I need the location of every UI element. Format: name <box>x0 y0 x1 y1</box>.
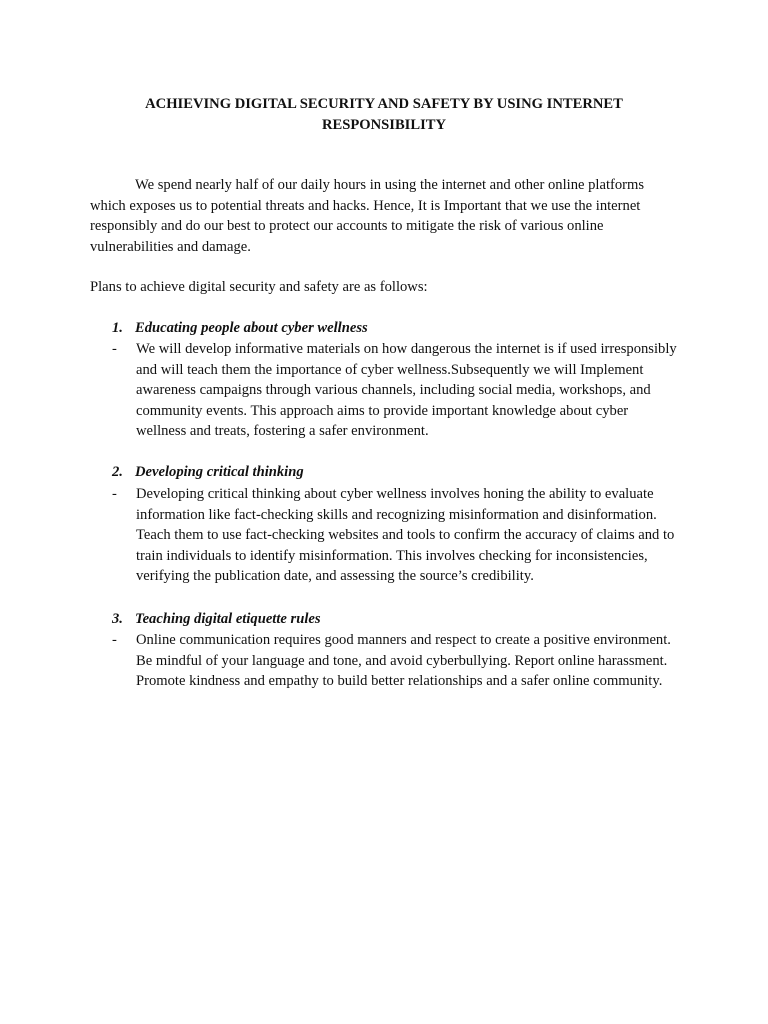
bullet-body: We will develop informative materials on how dangerous the internet is if used irresponsibly and will teach them the importance of cyber wellness.Subsequently we will Implement awareness campaigns through various channels, including social media, workshops, and community events. This approach aims to provide important knowledge about cyber wellness and treats, fostering a safer environment. <box>136 341 677 439</box>
bullet-dash: - <box>112 486 117 502</box>
intro-paragraph: We spend nearly half of our daily hours in using the internet and other online platforms which exposes us to potential threats and hacks. Hence, It is Important that we use the internet responsibly and do our best to protect our accounts to mitigate the risk of various online vulnerabilities and damage. <box>90 177 645 255</box>
bullet-dash: - <box>112 632 117 648</box>
section-number: 3. <box>112 611 123 627</box>
section-number: 2. <box>112 464 123 480</box>
plans-lead-paragraph: Plans to achieve digital security and safety are as follows: <box>90 279 428 295</box>
section-heading-text: Developing critical thinking <box>135 464 304 480</box>
bullet-body: Online communication requires good manners and respect to create a positive environment. Be mindful of your language and tone, and avoid cyberbullying. Report online harassment. Promote kindness and empathy to build better relationships and a safer online community. <box>136 632 671 689</box>
document-title: ACHIEVING DIGITAL SECURITY AND SAFETY BY USING INTERNET RESPONSIBILITY <box>145 96 623 133</box>
section-heading-1 <box>112 318 368 339</box>
section-heading-2 <box>112 462 304 483</box>
bullet-dash: - <box>112 341 117 357</box>
section-heading-3 <box>112 609 321 630</box>
section-number: 1. <box>112 320 123 336</box>
section-bullet-1 <box>112 339 682 442</box>
section-heading-text: Teaching digital etiquette rules <box>135 611 321 627</box>
section-heading-text: Educating people about cyber wellness <box>135 320 368 336</box>
section-bullet-3 <box>112 630 682 692</box>
bullet-body: Developing critical thinking about cyber wellness involves honing the ability to evaluate information like fact-checking skills and recognizing misinformation and disinformation. Teach them to use fact-checking websites and tools to confirm the accuracy of claims and to train individuals to identify misinformation. This involves checking for inconsistencies, verifying the publication date, and assessing the source’s credibility. <box>136 486 675 584</box>
section-bullet-2 <box>112 484 682 587</box>
